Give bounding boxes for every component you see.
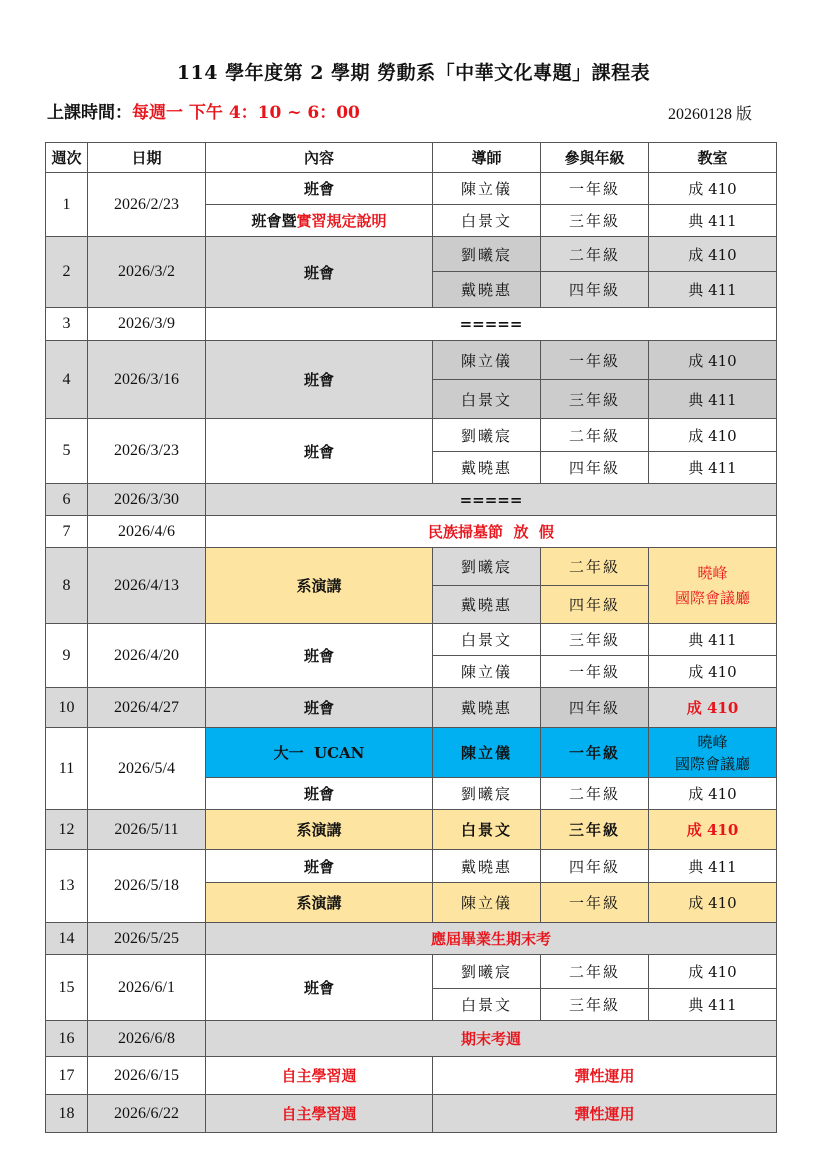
col-header-grade: 參與年級 [541, 143, 649, 173]
room-cell: 成 410 [649, 883, 777, 923]
table-row [46, 728, 777, 778]
week-cell: 4 [46, 341, 88, 419]
table-row [46, 548, 777, 586]
table-row [46, 1021, 777, 1057]
room-cell: 典 411 [649, 452, 777, 484]
date-cell: 2026/6/22 [88, 1095, 206, 1133]
teacher-cell: 戴曉惠 [433, 850, 541, 883]
week-cell: 12 [46, 810, 88, 850]
week-cell: 18 [46, 1095, 88, 1133]
date-cell: 2026/3/9 [88, 308, 206, 341]
room-cell: 成 410 [649, 955, 777, 989]
week-cell: 17 [46, 1057, 88, 1095]
room-cell: 典 411 [649, 850, 777, 883]
content-cell: 班會 [206, 237, 433, 308]
week-cell: 7 [46, 516, 88, 548]
table-row [46, 688, 777, 728]
week-cell: 11 [46, 728, 88, 810]
grade-cell: 一年級 [541, 173, 649, 205]
room-line: 曉峰 [697, 732, 728, 751]
room-cell: 典 411 [649, 272, 777, 308]
content-cell: 班會 [206, 955, 433, 1021]
date-cell: 2026/5/4 [88, 728, 206, 810]
grade-cell: 三年級 [541, 624, 649, 656]
table-row [46, 419, 777, 452]
date-cell: 2026/5/25 [88, 923, 206, 955]
date-cell: 2026/3/2 [88, 237, 206, 308]
col-header-date: 日期 [88, 143, 206, 173]
content-cell: 系演講 [206, 548, 433, 624]
table-row [46, 810, 777, 850]
week-cell: 10 [46, 688, 88, 728]
header-row [46, 143, 777, 173]
week-cell: 6 [46, 484, 88, 516]
week-cell: 5 [46, 419, 88, 484]
grade-cell: 四年級 [541, 688, 649, 728]
class-time-value: 每週一 下午 4：10 ~ 6：00 [132, 103, 360, 123]
grade-cell: 一年級 [541, 341, 649, 380]
teacher-cell: 戴曉惠 [433, 688, 541, 728]
room-line: 國際會議廳 [674, 588, 750, 607]
grade-cell: 四年級 [541, 850, 649, 883]
date-cell: 2026/3/23 [88, 419, 206, 484]
room-cell: 成 410 [649, 688, 777, 728]
table-row [46, 237, 777, 272]
date-cell: 2026/6/8 [88, 1021, 206, 1057]
teacher-cell: 戴曉惠 [433, 452, 541, 484]
content-cell: 應屆畢業生期末考 [206, 923, 777, 955]
grade-cell: 二年級 [541, 548, 649, 586]
date-cell: 2026/4/27 [88, 688, 206, 728]
table-row [46, 923, 777, 955]
week-cell: 1 [46, 173, 88, 237]
col-header-room: 教室 [649, 143, 777, 173]
content-cell: 自主學習週 [206, 1095, 433, 1133]
room-cell: 典 411 [649, 205, 777, 237]
grade-cell: 三年級 [541, 810, 649, 850]
teacher-cell: 劉曦宸 [433, 778, 541, 810]
content-cell: 系演講 [206, 810, 433, 850]
teacher-cell: 白景文 [433, 380, 541, 419]
table-row [46, 484, 777, 516]
grade-cell: 二年級 [541, 237, 649, 272]
room-cell: 典 411 [649, 380, 777, 419]
table-row [46, 955, 777, 989]
grade-cell: 一年級 [541, 656, 649, 688]
table-row [46, 516, 777, 548]
week-cell: 9 [46, 624, 88, 688]
week-cell: 15 [46, 955, 88, 1021]
grade-cell: 二年級 [541, 778, 649, 810]
table-row [46, 1095, 777, 1133]
room-cell: 成 410 [649, 778, 777, 810]
teacher-cell: 劉曦宸 [433, 419, 541, 452]
content-cell: 自主學習週 [206, 1057, 433, 1095]
teacher-cell: 白景文 [433, 989, 541, 1021]
week-cell: 3 [46, 308, 88, 341]
date-cell: 2026/6/15 [88, 1057, 206, 1095]
content-cell: 彈性運用 [433, 1057, 777, 1095]
week-cell: 2 [46, 237, 88, 308]
date-cell: 2026/4/6 [88, 516, 206, 548]
week-cell: 16 [46, 1021, 88, 1057]
date-cell: 2026/6/1 [88, 955, 206, 1021]
content-cell: 班會 [206, 173, 433, 205]
teacher-cell: 戴曉惠 [433, 272, 541, 308]
week-cell: 8 [46, 548, 88, 624]
content-cell: 民族掃墓節 放 假 [206, 516, 777, 548]
content-cell: 班會 [206, 624, 433, 688]
version-label: 20260128 版 [667, 106, 752, 123]
room-cell [649, 728, 777, 778]
date-cell: 2026/4/20 [88, 624, 206, 688]
content-cell: ===== [206, 484, 777, 516]
room-cell: 典 411 [649, 624, 777, 656]
grade-cell: 三年級 [541, 380, 649, 419]
content-cell: 系演講 [206, 883, 433, 923]
content-cell: 班會 [206, 341, 433, 419]
teacher-cell: 白景文 [433, 810, 541, 850]
content-highlight: 實習規定說明 [296, 212, 387, 230]
room-line: 曉峰 [697, 563, 728, 582]
teacher-cell: 劉曦宸 [433, 955, 541, 989]
date-cell: 2026/2/23 [88, 173, 206, 237]
table-row [46, 624, 777, 656]
table-row [46, 1057, 777, 1095]
content-cell: 彈性運用 [433, 1095, 777, 1133]
teacher-cell: 陳立儀 [433, 173, 541, 205]
content-cell: 班會 [206, 688, 433, 728]
content-cell: 班會 [206, 778, 433, 810]
date-cell: 2026/5/18 [88, 850, 206, 923]
col-header-content: 內容 [206, 143, 433, 173]
teacher-cell: 白景文 [433, 205, 541, 237]
grade-cell: 四年級 [541, 272, 649, 308]
table-row [46, 173, 777, 205]
content-cell: 班會 [206, 419, 433, 484]
grade-cell: 四年級 [541, 452, 649, 484]
room-cell: 成 410 [649, 419, 777, 452]
date-cell: 2026/5/11 [88, 810, 206, 850]
grade-cell: 四年級 [541, 586, 649, 624]
teacher-cell: 劉曦宸 [433, 237, 541, 272]
date-cell: 2026/3/16 [88, 341, 206, 419]
room-cell: 成 410 [649, 810, 777, 850]
week-cell: 14 [46, 923, 88, 955]
col-header-week: 週次 [46, 143, 88, 173]
content-cell: 大一 UCAN [206, 728, 433, 778]
room-cell [649, 548, 777, 624]
room-cell: 成 410 [649, 173, 777, 205]
date-cell: 2026/4/13 [88, 548, 206, 624]
class-time-label: 上課時間： [47, 103, 132, 123]
teacher-cell: 戴曉惠 [433, 586, 541, 624]
room-cell: 成 410 [649, 237, 777, 272]
room-cell: 成 410 [649, 656, 777, 688]
week-cell: 13 [46, 850, 88, 923]
schedule-table [45, 142, 777, 1133]
teacher-cell: 陳立儀 [433, 341, 541, 380]
table-row [46, 850, 777, 883]
grade-cell: 一年級 [541, 728, 649, 778]
table-row [46, 341, 777, 380]
content-cell [206, 205, 433, 237]
content-cell: ===== [206, 308, 777, 341]
grade-cell: 二年級 [541, 955, 649, 989]
teacher-cell: 陳立儀 [433, 656, 541, 688]
content-cell: 班會 [206, 850, 433, 883]
room-cell: 成 410 [649, 341, 777, 380]
class-time [47, 98, 360, 123]
grade-cell: 二年級 [541, 419, 649, 452]
teacher-cell: 劉曦宸 [433, 548, 541, 586]
page-title: 114 學年度第 2 學期 勞動系「中華文化專題」課程表 [176, 62, 651, 84]
teacher-cell: 白景文 [433, 624, 541, 656]
grade-cell: 三年級 [541, 205, 649, 237]
grade-cell: 三年級 [541, 989, 649, 1021]
col-header-teacher: 導師 [433, 143, 541, 173]
grade-cell: 一年級 [541, 883, 649, 923]
content-cell: 期末考週 [206, 1021, 777, 1057]
teacher-cell: 陳立儀 [433, 728, 541, 778]
content-text: 班會暨 [251, 212, 297, 230]
date-cell: 2026/3/30 [88, 484, 206, 516]
room-cell: 典 411 [649, 989, 777, 1021]
room-line: 國際會議廳 [674, 754, 750, 773]
table-row [46, 308, 777, 341]
teacher-cell: 陳立儀 [433, 883, 541, 923]
